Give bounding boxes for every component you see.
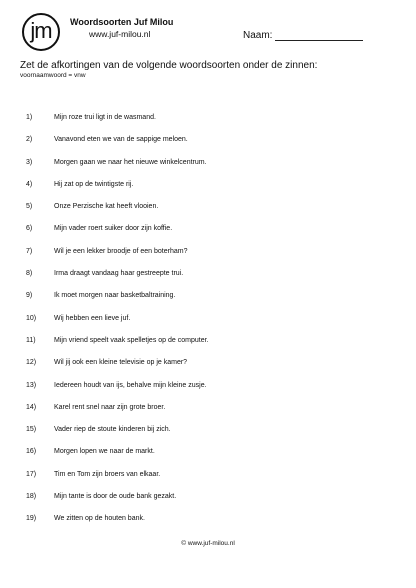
- sentence-text: Ik moet morgen naar basketbaltraining.: [54, 292, 176, 300]
- sentence-number: 8): [26, 270, 33, 278]
- sentence-number: 5): [26, 203, 33, 211]
- sentence-text: Wil jij ook een kleine televisie op je kamer?: [54, 359, 188, 367]
- sentence-text: Karel rent snel naar zijn grote broer.: [54, 403, 166, 411]
- sentence-number: 14): [26, 403, 37, 411]
- sentence-text: Hij zat op de twintigste rij.: [54, 180, 134, 188]
- sentence-text: Irma draagt vandaag haar gestreepte trui.: [54, 270, 184, 278]
- sentence-number: 3): [26, 158, 33, 166]
- sentence-number: 2): [26, 136, 33, 144]
- sentence-text: Mijn roze trui ligt in de wasmand.: [54, 114, 156, 121]
- sentence-text: Mijn vader roert suiker door zijn koffie.: [54, 225, 173, 233]
- sentence-text: Wij hebben een lieve juf.: [54, 314, 131, 322]
- sentence-number: 9): [26, 292, 33, 300]
- sentence-number: 6): [26, 225, 33, 233]
- sentence-number: 7): [26, 247, 33, 255]
- sentence-number: 19): [26, 515, 37, 523]
- sentence-number: 13): [26, 381, 37, 389]
- sentence-text: Morgen gaan we naar het nieuwe winkelcentrum.: [54, 158, 207, 166]
- logo: [22, 13, 60, 51]
- brand-url[interactable]: www.juf-milou.nl: [89, 29, 151, 39]
- sentence-text: Morgen lopen we naar de markt.: [54, 448, 155, 456]
- sentence-number: 10): [26, 314, 37, 322]
- sentence-number: 11): [26, 336, 36, 344]
- instruction-text: Zet de afkortingen van de volgende woordsoorten onder de zinnen:: [20, 60, 318, 71]
- sentence-number: 15): [26, 426, 37, 434]
- sentence-text: Mijn tante is door de oude bank gezakt.: [54, 493, 177, 501]
- sentence-number: 4): [26, 180, 33, 188]
- sentence-number: 1): [26, 114, 33, 121]
- sentence-text: Iedereen houdt van ijs, behalve mijn kleine zusje.: [54, 381, 207, 389]
- sentence-text: Vader riep de stoute kinderen bij zich.: [54, 426, 171, 434]
- sentence-number: 17): [26, 470, 37, 478]
- sentence-text: Tim en Tom zijn broers van elkaar.: [54, 470, 161, 478]
- logo-text: jm: [30, 17, 52, 43]
- sentence-number: 18): [26, 493, 37, 501]
- name-label: Naam:: [243, 30, 273, 41]
- sentence-text: Onze Perzische kat heeft vlooien.: [54, 203, 159, 211]
- name-input-line[interactable]: [275, 40, 363, 41]
- sentence-text: Mijn vriend speelt vaak spelletjes op de computer.: [54, 336, 209, 344]
- brand-title: Woordsoorten Juf Milou: [70, 17, 174, 27]
- footer-copyright: © www.juf-milou.nl: [181, 540, 235, 547]
- example-text: voornaamwoord = vnw: [20, 72, 86, 79]
- sentence-text: Vanavond eten we van de sappige meloen.: [54, 136, 188, 144]
- sentence-number: 12): [26, 359, 37, 367]
- sentence-text: We zitten op de houten bank.: [54, 515, 145, 523]
- sentence-text: Wil je een lekker broodje of een boterham?: [54, 247, 188, 255]
- sentence-number: 16): [26, 448, 37, 456]
